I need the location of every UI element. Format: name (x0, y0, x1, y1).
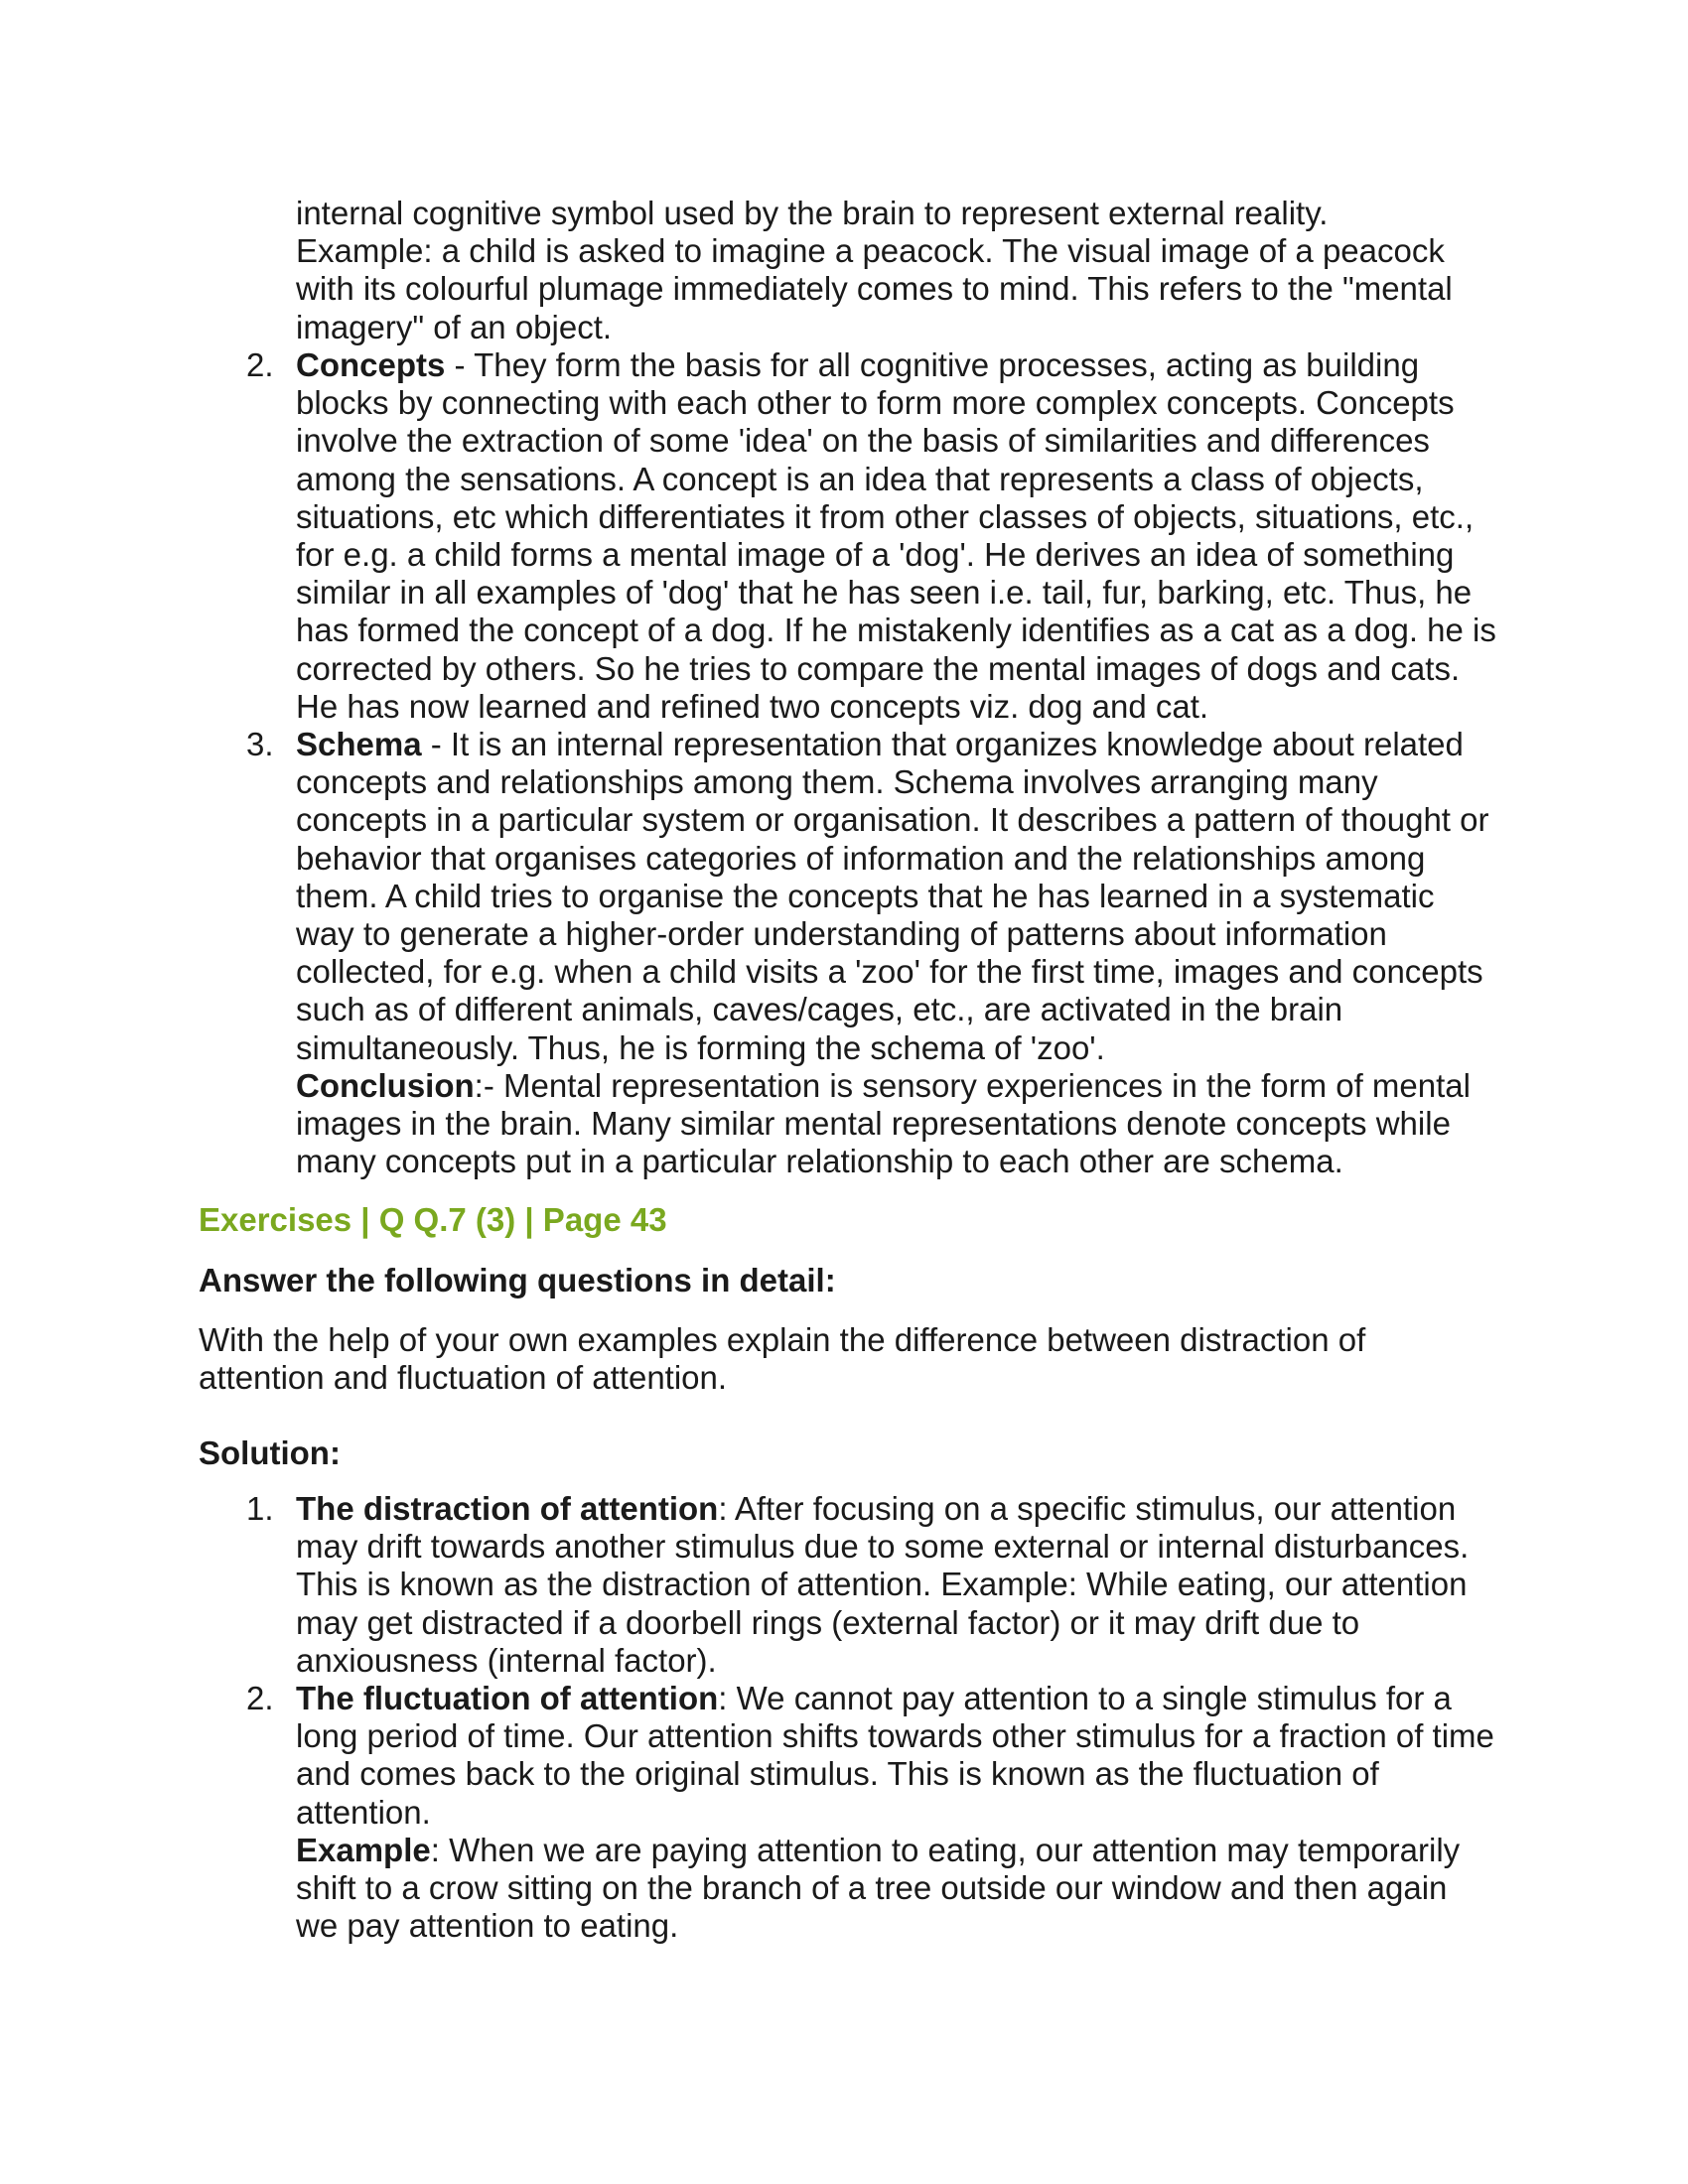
definitions-list (246, 346, 1497, 1180)
list-item-schema (246, 726, 1497, 1180)
conclusion-paragraph (296, 1067, 1497, 1181)
term-example: Example (296, 1831, 431, 1868)
list-number: 2. (246, 1680, 274, 1717)
exercise-heading: Exercises | Q Q.7 (3) | Page 43 (199, 1201, 667, 1238)
question-text: With the help of your own examples explain the difference between distraction of attention and fluctuation of attention. (199, 1321, 1366, 1397)
conclusion-text: :- Mental representation is sensory experiences in the form of mental images in the brain. Many similar mental representations denote concepts while many concepts put in a particular relationship to each other are schema. (296, 1066, 1471, 1180)
example-paragraph (296, 1832, 1497, 1946)
list-item-concepts (246, 346, 1497, 726)
solution-heading: Solution: (199, 1434, 341, 1471)
question-heading: Answer the following questions in detail: (199, 1262, 836, 1298)
fluctuation-description: : We cannot pay attention to a single stimulus for a long period of time. Our attention shifts towards other stimulus for a fraction of time and comes back to the original stimulus. This is known as the fluctuation of attention. (296, 1680, 1494, 1831)
term-distraction: The distraction of attention (296, 1490, 719, 1527)
term-concepts: Concepts (296, 346, 446, 383)
schema-description: - It is an internal representation that organizes knowledge about related concepts and relationships among them. Schema involves arranging many concepts in a particular system or organisation. It describes a pattern of thought or behavior that organises categories of information and the relationships among them. A child tries to organise the concepts that he has learned in a systematic way to generate a higher-order understanding of patterns about information collected, for e.g. when a child visits a 'zoo' for the first time, images and concepts such as of different animals, caves/cages, etc., are activated in the brain simultaneously. Thus, he is forming the schema of 'zoo'. (296, 726, 1489, 1066)
list-number: 1. (246, 1490, 274, 1527)
list-item-distraction (246, 1490, 1497, 1680)
term-fluctuation: The fluctuation of attention (296, 1680, 719, 1717)
list-number: 2. (246, 346, 274, 383)
continuation-line-1: internal cognitive symbol used by the brain to represent external reality. (296, 195, 1329, 231)
list-number: 3. (246, 726, 274, 763)
list-item-text (296, 1680, 1497, 1832)
list-item-text (296, 346, 1497, 726)
term-conclusion: Conclusion (296, 1066, 475, 1104)
list-item-fluctuation (246, 1680, 1497, 1945)
solution-list (246, 1490, 1497, 1945)
term-schema: Schema (296, 726, 422, 763)
concepts-description: - They form the basis for all cognitive processes, acting as building blocks by connecting with each other to form more complex concepts. Concepts involve the extraction of some 'idea' on the basis of similarities and differences among the sensations. A concept is an idea that represents a class of objects, situations, etc which differentiates it from other classes of objects, situations, etc., for e.g. a child forms a mental image of a 'dog'. He derives an idea of something similar in all examples of 'dog' that he has seen i.e. tail, fur, barking, etc. Thus, he has formed the concept of a dog. If he mistakenly identifies as a cat as a dog. he is corrected by others. So he tries to compare the mental images of dogs and cats. He has now learned and refined two concepts viz. dog and cat. (296, 346, 1496, 725)
example-text: : When we are paying attention to eating, our attention may temporarily shift to a crow sitting on the branch of a tree outside our window and then again we pay attention to eating. (296, 1831, 1461, 1945)
list-item-text (296, 726, 1497, 1067)
distraction-description: : After focusing on a specific stimulus, our attention may drift towards another stimulus due to some external or internal disturbances. This is known as the distraction of attention. Example: While eating, our attention may get distracted if a doorbell rings (external factor) or it may drift due to anxiousness (internal factor). (296, 1490, 1470, 1679)
continuation-line-2: Example: a child is asked to imagine a peacock. The visual image of a peacock with its colourful plumage immediately comes to mind. This refers to the "mental imagery" of an object. (296, 232, 1453, 345)
list-item-text (296, 1490, 1497, 1680)
continuation-text (296, 195, 1497, 346)
